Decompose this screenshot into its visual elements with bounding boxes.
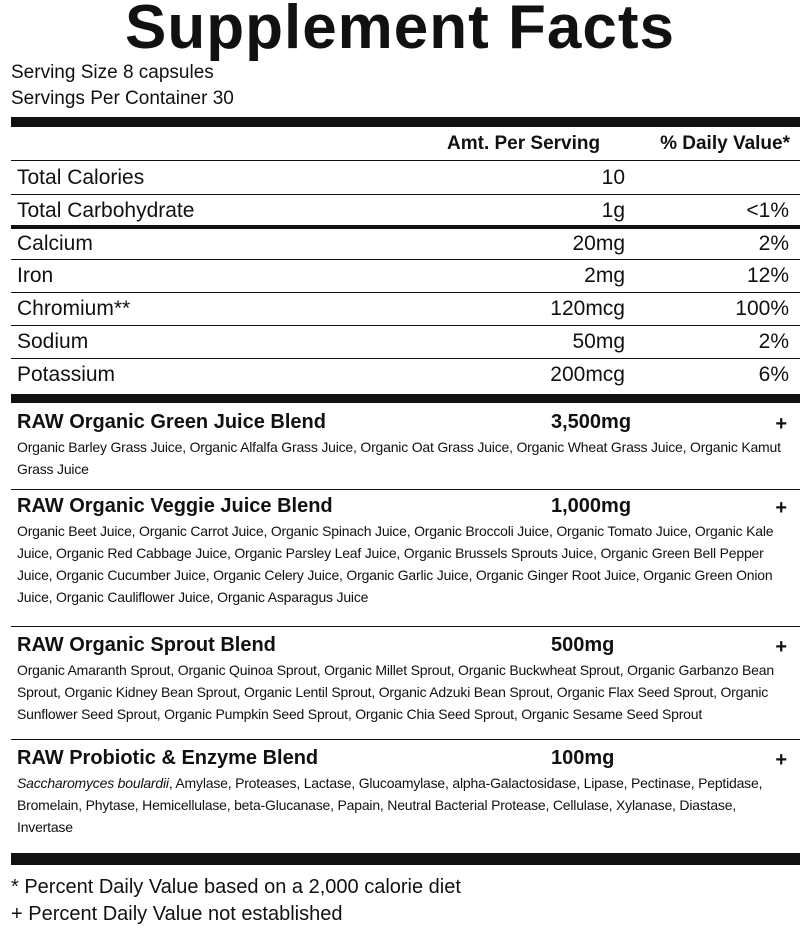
blend-name: RAW Probiotic & Enzyme Blend (17, 747, 319, 769)
nutrient-name: Potassium (17, 363, 116, 386)
nutrient-amount: 120mcg (550, 297, 625, 320)
blend-rule (11, 489, 800, 490)
blend-ingredients (17, 436, 792, 480)
blend-amount: 1,000mg (551, 495, 632, 517)
blend-ingredients (17, 772, 792, 838)
serving-size: Serving Size 8 capsules (11, 62, 214, 83)
nutrient-row (11, 326, 791, 358)
nutrient-name: Total Calories (17, 166, 145, 189)
servings-per-container: Servings Per Container 30 (11, 88, 234, 109)
thick-divider-top (11, 117, 800, 127)
header-daily-value: % Daily Value* (660, 133, 790, 154)
footnote-not-established: + Percent Daily Value not established (11, 903, 343, 925)
nutrient-amount: 200mcg (550, 363, 625, 386)
nutrient-row (11, 260, 791, 292)
blend-daily-value: + (775, 749, 787, 771)
nutrient-amount: 10 (601, 166, 625, 189)
blend-daily-value: + (775, 636, 787, 658)
nutrient-amount: 2mg (584, 264, 625, 287)
nutrient-row (11, 162, 791, 194)
nutrient-amount: 50mg (572, 330, 625, 353)
thick-divider-bottom (11, 853, 800, 865)
blend-name: RAW Organic Veggie Juice Blend (17, 495, 333, 517)
header-rule (11, 160, 800, 161)
nutrient-daily-value: 2% (758, 232, 789, 255)
blend-sprout (11, 633, 791, 733)
nutrient-daily-value: 100% (735, 297, 789, 320)
blend-veggie-juice (11, 494, 791, 618)
nutrient-name: Calcium (17, 232, 93, 255)
nutrient-row (11, 293, 791, 325)
blend-amount: 500mg (551, 634, 615, 656)
blend-name: RAW Organic Sprout Blend (17, 634, 276, 656)
footnote-daily-value: * Percent Daily Value based on a 2,000 calorie diet (11, 876, 461, 898)
nutrient-name: Chromium** (17, 297, 131, 320)
blend-green-juice (11, 410, 791, 486)
ingredients-text: , Amylase, Proteases, Lactase, Glucoamylase, alpha-Galactosidase, Lipase, Pectinase, Peptidase, Bromelain, Phytase, Hemicellulase, beta-Glucanase, Papain, Neutral Bacterial Protease, Cellulase, Xylanase, Diastase, Invertase (17, 775, 763, 835)
nutrient-daily-value: <1% (746, 199, 789, 222)
blend-daily-value: + (775, 497, 787, 519)
blend-ingredients (17, 659, 792, 725)
nutrient-amount: 1g (601, 199, 625, 222)
nutrient-row (11, 195, 791, 227)
ingredients-italic: Saccharomyces boulardii (17, 775, 169, 791)
blend-name: RAW Organic Green Juice Blend (17, 411, 326, 433)
nutrient-name: Total Carbohydrate (17, 199, 195, 222)
blend-amount: 3,500mg (551, 411, 632, 433)
nutrient-daily-value: 2% (758, 330, 789, 353)
panel-title: Supplement Facts (125, 0, 675, 62)
nutrient-daily-value: 12% (746, 264, 789, 287)
blend-ingredients (17, 520, 792, 608)
nutrient-name: Iron (17, 264, 54, 287)
thick-divider-middle (11, 394, 800, 403)
ingredients-text: Organic Beet Juice, Organic Carrot Juice, Organic Spinach Juice, Organic Broccoli Juice, Organic Tomato Juice, Organic Kale Juice, Organic Red Cabbage Juice, Organic Parsley Leaf Juice, Organic Brussels Sprouts Juice, Organic Green Bell Pepper Juice, Organic Cucumber Juice, Organic Celery Juice, Organic Garlic Juice, Organic Ginger Root Juice, Organic Green Onion Juice, Organic Cauliflower Juice, Organic Asparagus Juice (17, 523, 774, 605)
nutrient-amount: 20mg (572, 232, 625, 255)
nutrient-row (11, 228, 791, 260)
nutrient-row (11, 359, 791, 391)
ingredients-text: Organic Amaranth Sprout, Organic Quinoa Sprout, Organic Millet Sprout, Organic Buckwheat Sprout, Organic Garbanzo Bean Sprout, Organic Kidney Bean Sprout, Organic Lentil Sprout, Organic Adzuki Bean Sprout, Organic Flax Seed Sprout, Organic Sunflower Seed Sprout, Organic Pumpkin Seed Sprout, Organic Chia Seed Sprout, Organic Sesame Seed Sprout (17, 662, 774, 722)
blend-daily-value: + (775, 413, 787, 435)
blend-rule (11, 626, 800, 627)
blend-amount: 100mg (551, 747, 615, 769)
blend-probiotic-enzyme (11, 746, 791, 846)
blend-rule (11, 739, 800, 740)
nutrient-daily-value: 6% (758, 363, 789, 386)
ingredients-text: Organic Barley Grass Juice, Organic Alfalfa Grass Juice, Organic Oat Grass Juice, Organic Wheat Grass Juice, Organic Kamut Grass Juice (17, 439, 781, 477)
header-amount: Amt. Per Serving (447, 133, 601, 154)
nutrient-name: Sodium (17, 330, 89, 353)
